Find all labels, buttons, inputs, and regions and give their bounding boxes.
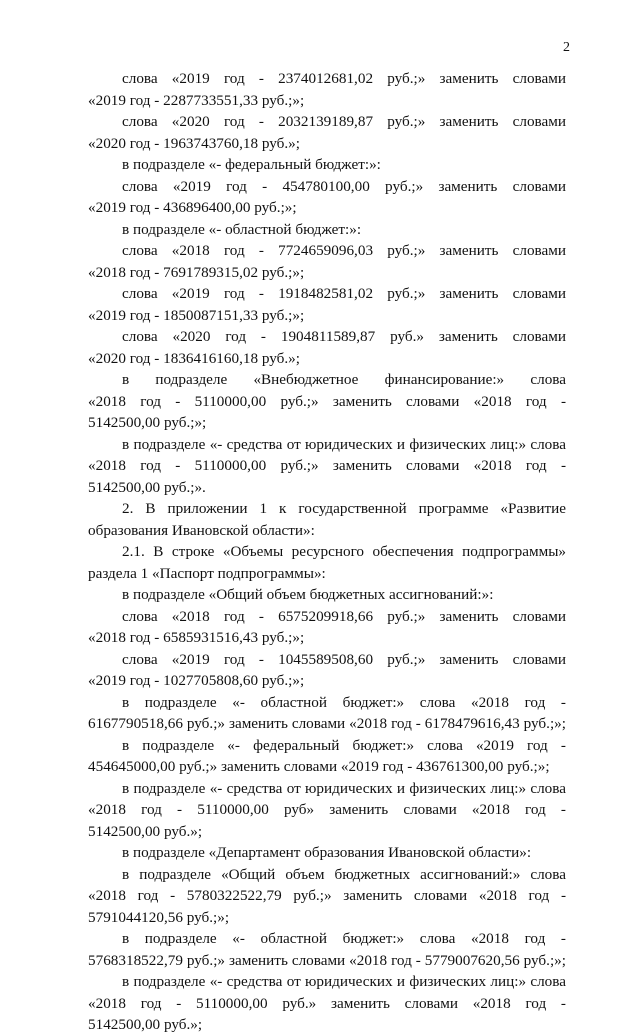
text-line: «2019 год - 436896400,00 руб.;»; <box>88 199 297 216</box>
text-line: слова «2019 год - 1045589508,60 руб.;» заменить словами <box>122 650 566 668</box>
text-line: 5142500,00 руб.»; <box>88 822 203 840</box>
text-line: «2018 год - 7691789315,02 руб.;»; <box>88 263 305 281</box>
text-line: в подразделе «- средства от юридических и физических лиц:» слова <box>122 435 566 453</box>
text-line: в подразделе «- средства от юридических и физических лиц:» слова <box>122 973 566 990</box>
text-line: 2. В приложении 1 к государственной программе «Развитие <box>122 500 566 517</box>
text-line: в подразделе «- областной бюджет:» слова «2018 год - <box>122 930 566 947</box>
text-line: слова «2018 год - 7724659096,03 руб.;» заменить словами <box>122 242 566 259</box>
text-line: слова «2019 год - 2374012681,02 руб.;» заменить словами <box>122 70 566 87</box>
text-line: «2018 год - 5110000,00 руб.;» заменить словами «2018 год - <box>88 457 566 474</box>
page-number: 2 <box>563 40 570 55</box>
text-line: «2020 год - 1963743760,18 руб.»; <box>88 134 300 152</box>
text-line: в подразделе «- средства от юридических и физических лиц:» слова <box>122 779 566 797</box>
text-line: 5142500,00 руб.»; <box>88 1016 203 1033</box>
text-line: слова «2019 год - 1918482581,02 руб.;» заменить словами <box>122 285 566 302</box>
text-line: раздела 1 «Паспорт подпрограммы»: <box>88 564 326 582</box>
text-line: в подразделе «- областной бюджет:»: <box>122 220 362 238</box>
text-line: «2018 год - 5780322522,79 руб.;» заменить словами «2018 год - <box>88 887 566 904</box>
text-line: 2.1. В строке «Объемы ресурсного обеспечения подпрограммы» <box>122 543 566 560</box>
text-line: слова «2019 год - 454780100,00 руб.;» заменить словами <box>122 177 566 195</box>
text-line: «2020 год - 1836416160,18 руб.»; <box>88 349 300 367</box>
text-line: 5142500,00 руб.;»; <box>88 414 207 431</box>
text-line: «2019 год - 2287733551,33 руб.;»; <box>88 91 305 109</box>
text-line: в подразделе «- федеральный бюджет:»: <box>122 156 381 173</box>
text-line: «2018 год - 5110000,00 руб.;» заменить словами «2018 год - <box>88 392 566 410</box>
text-line: «2018 год - 6585931516,43 руб.;»; <box>88 629 305 646</box>
text-line: в подразделе «- областной бюджет:» слова «2018 год - <box>122 693 566 711</box>
text-line: 5142500,00 руб.;». <box>88 478 206 496</box>
text-line: в подразделе «- федеральный бюджет:» слова «2019 год - <box>122 736 566 754</box>
document-body <box>88 68 566 1036</box>
text-line: «2018 год - 5110000,00 руб.» заменить словами «2018 год - <box>88 994 566 1012</box>
text-line: слова «2020 год - 2032139189,87 руб.;» заменить словами <box>122 113 566 130</box>
text-line: «2019 год - 1850087151,33 руб.;»; <box>88 306 305 324</box>
text-line: образования Ивановской области»: <box>88 521 315 539</box>
text-line: 5768318522,79 руб.;» заменить словами «2018 год - 5779007620,56 руб.;»; <box>88 951 566 969</box>
text-line: в подразделе «Общий объем бюджетных ассигнований:»: <box>122 586 494 603</box>
text-line: 5791044120,56 руб.;»; <box>88 908 230 926</box>
text-line: в подразделе «Внебюджетное финансирование:» слова <box>122 371 566 388</box>
text-line: в подразделе «Департамент образования Ивановской области»: <box>122 844 532 861</box>
text-line: в подразделе «Общий объем бюджетных ассигнований:» слова <box>122 865 566 883</box>
text-line: «2019 год - 1027705808,60 руб.;»; <box>88 672 305 689</box>
text-line: слова «2018 год - 6575209918,66 руб.;» заменить словами <box>122 607 566 625</box>
text-line: слова «2020 год - 1904811589,87 руб.» заменить словами <box>122 328 566 345</box>
text-line: 6167790518,66 руб.;» заменить словами «2018 год - 6178479616,43 руб.;»; <box>88 715 566 732</box>
text-line: 454645000,00 руб.;» заменить словами «2019 год - 436761300,00 руб.;»; <box>88 758 550 775</box>
text-line: «2018 год - 5110000,00 руб» заменить словами «2018 год - <box>88 801 566 818</box>
